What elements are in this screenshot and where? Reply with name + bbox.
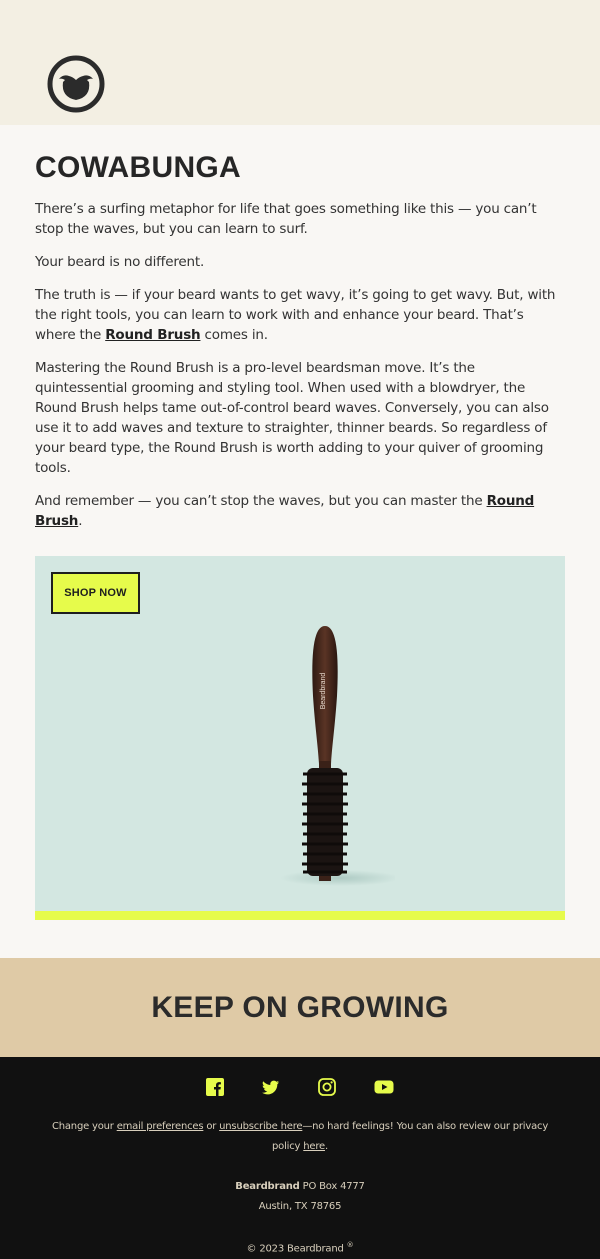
social-links: [0, 1077, 600, 1097]
footer-preferences-text: [0, 1117, 600, 1157]
instagram-icon[interactable]: [317, 1077, 337, 1097]
facebook-icon[interactable]: [205, 1077, 225, 1097]
youtube-icon[interactable]: [373, 1077, 395, 1097]
paragraph-3-text: The truth is — if your beard wants to get wavy, it’s going to get wavy. But, with the right tools, you can learn to work with and enhance your beard. That’s where the: [35, 287, 556, 343]
po-box: PO Box 4777: [299, 1181, 365, 1192]
unsubscribe-link[interactable]: unsubscribe here: [219, 1121, 303, 1132]
footer-text-1: Change your: [51, 1121, 117, 1132]
email-header: [0, 0, 600, 125]
footer-brand-name: Beardbrand: [235, 1181, 300, 1192]
round-brush-link[interactable]: Round Brush: [105, 327, 201, 343]
address-line-1: [50, 1177, 550, 1197]
paragraph-5-text: And remember — you can’t stop the waves, but you can master the: [35, 493, 487, 509]
keep-growing-banner: [0, 958, 600, 1057]
keep-growing-title: KEEP ON GROWING: [151, 990, 449, 1024]
shop-now-button[interactable]: SHOP NOW: [51, 572, 140, 614]
address-line-2: Austin, TX 78765: [258, 1201, 342, 1212]
footer-text-2: or: [203, 1121, 220, 1132]
paragraph-4: Mastering the Round Brush is a pro-level beardsman move. It’s the quintessential grooming and styling tool. When used with a blowdryer, the Round Brush helps tame out-of-control beard waves. Conversely, you can also use it to add waves and texture to straighter, thinner beards. So regardless of your beard type, the Round Brush is worth adding to your quiver of grooming tools.: [35, 360, 549, 476]
hero-image[interactable]: [35, 556, 565, 920]
headline: COWABUNGA: [35, 151, 242, 184]
main-content: [0, 125, 600, 958]
paragraph-5: [35, 491, 565, 531]
footer-address: [0, 1177, 600, 1217]
brush-brand-text: Beardbrand: [320, 672, 327, 710]
copyright-text: © 2023 Beardbrand: [246, 1243, 347, 1255]
paragraph-5-end: .: [78, 513, 83, 529]
email-preferences-link[interactable]: email preferences: [116, 1121, 204, 1132]
registered-mark: ®: [346, 1241, 354, 1249]
paragraph-2: Your beard is no different.: [35, 254, 205, 270]
paragraph-3-end: comes in.: [200, 327, 268, 343]
privacy-policy-link[interactable]: here: [303, 1141, 325, 1152]
paragraph-3: [35, 285, 565, 345]
round-brush-link-2[interactable]: Round Brush: [35, 493, 535, 529]
round-brush-image: [255, 616, 395, 906]
paragraph-1: There’s a surfing metaphor for life that goes something like this — you can’t stop the waves, but you can learn to surf.: [35, 201, 537, 237]
footer-text-3: —no hard feelings! You can also review our privacy policy: [272, 1121, 549, 1152]
footer-text-4: .: [324, 1141, 328, 1152]
beard-mustache-icon[interactable]: [47, 55, 105, 113]
footer: [0, 1057, 600, 1259]
accent-bar: [35, 911, 565, 920]
copyright: [0, 1235, 600, 1259]
twitter-icon[interactable]: [261, 1077, 281, 1097]
